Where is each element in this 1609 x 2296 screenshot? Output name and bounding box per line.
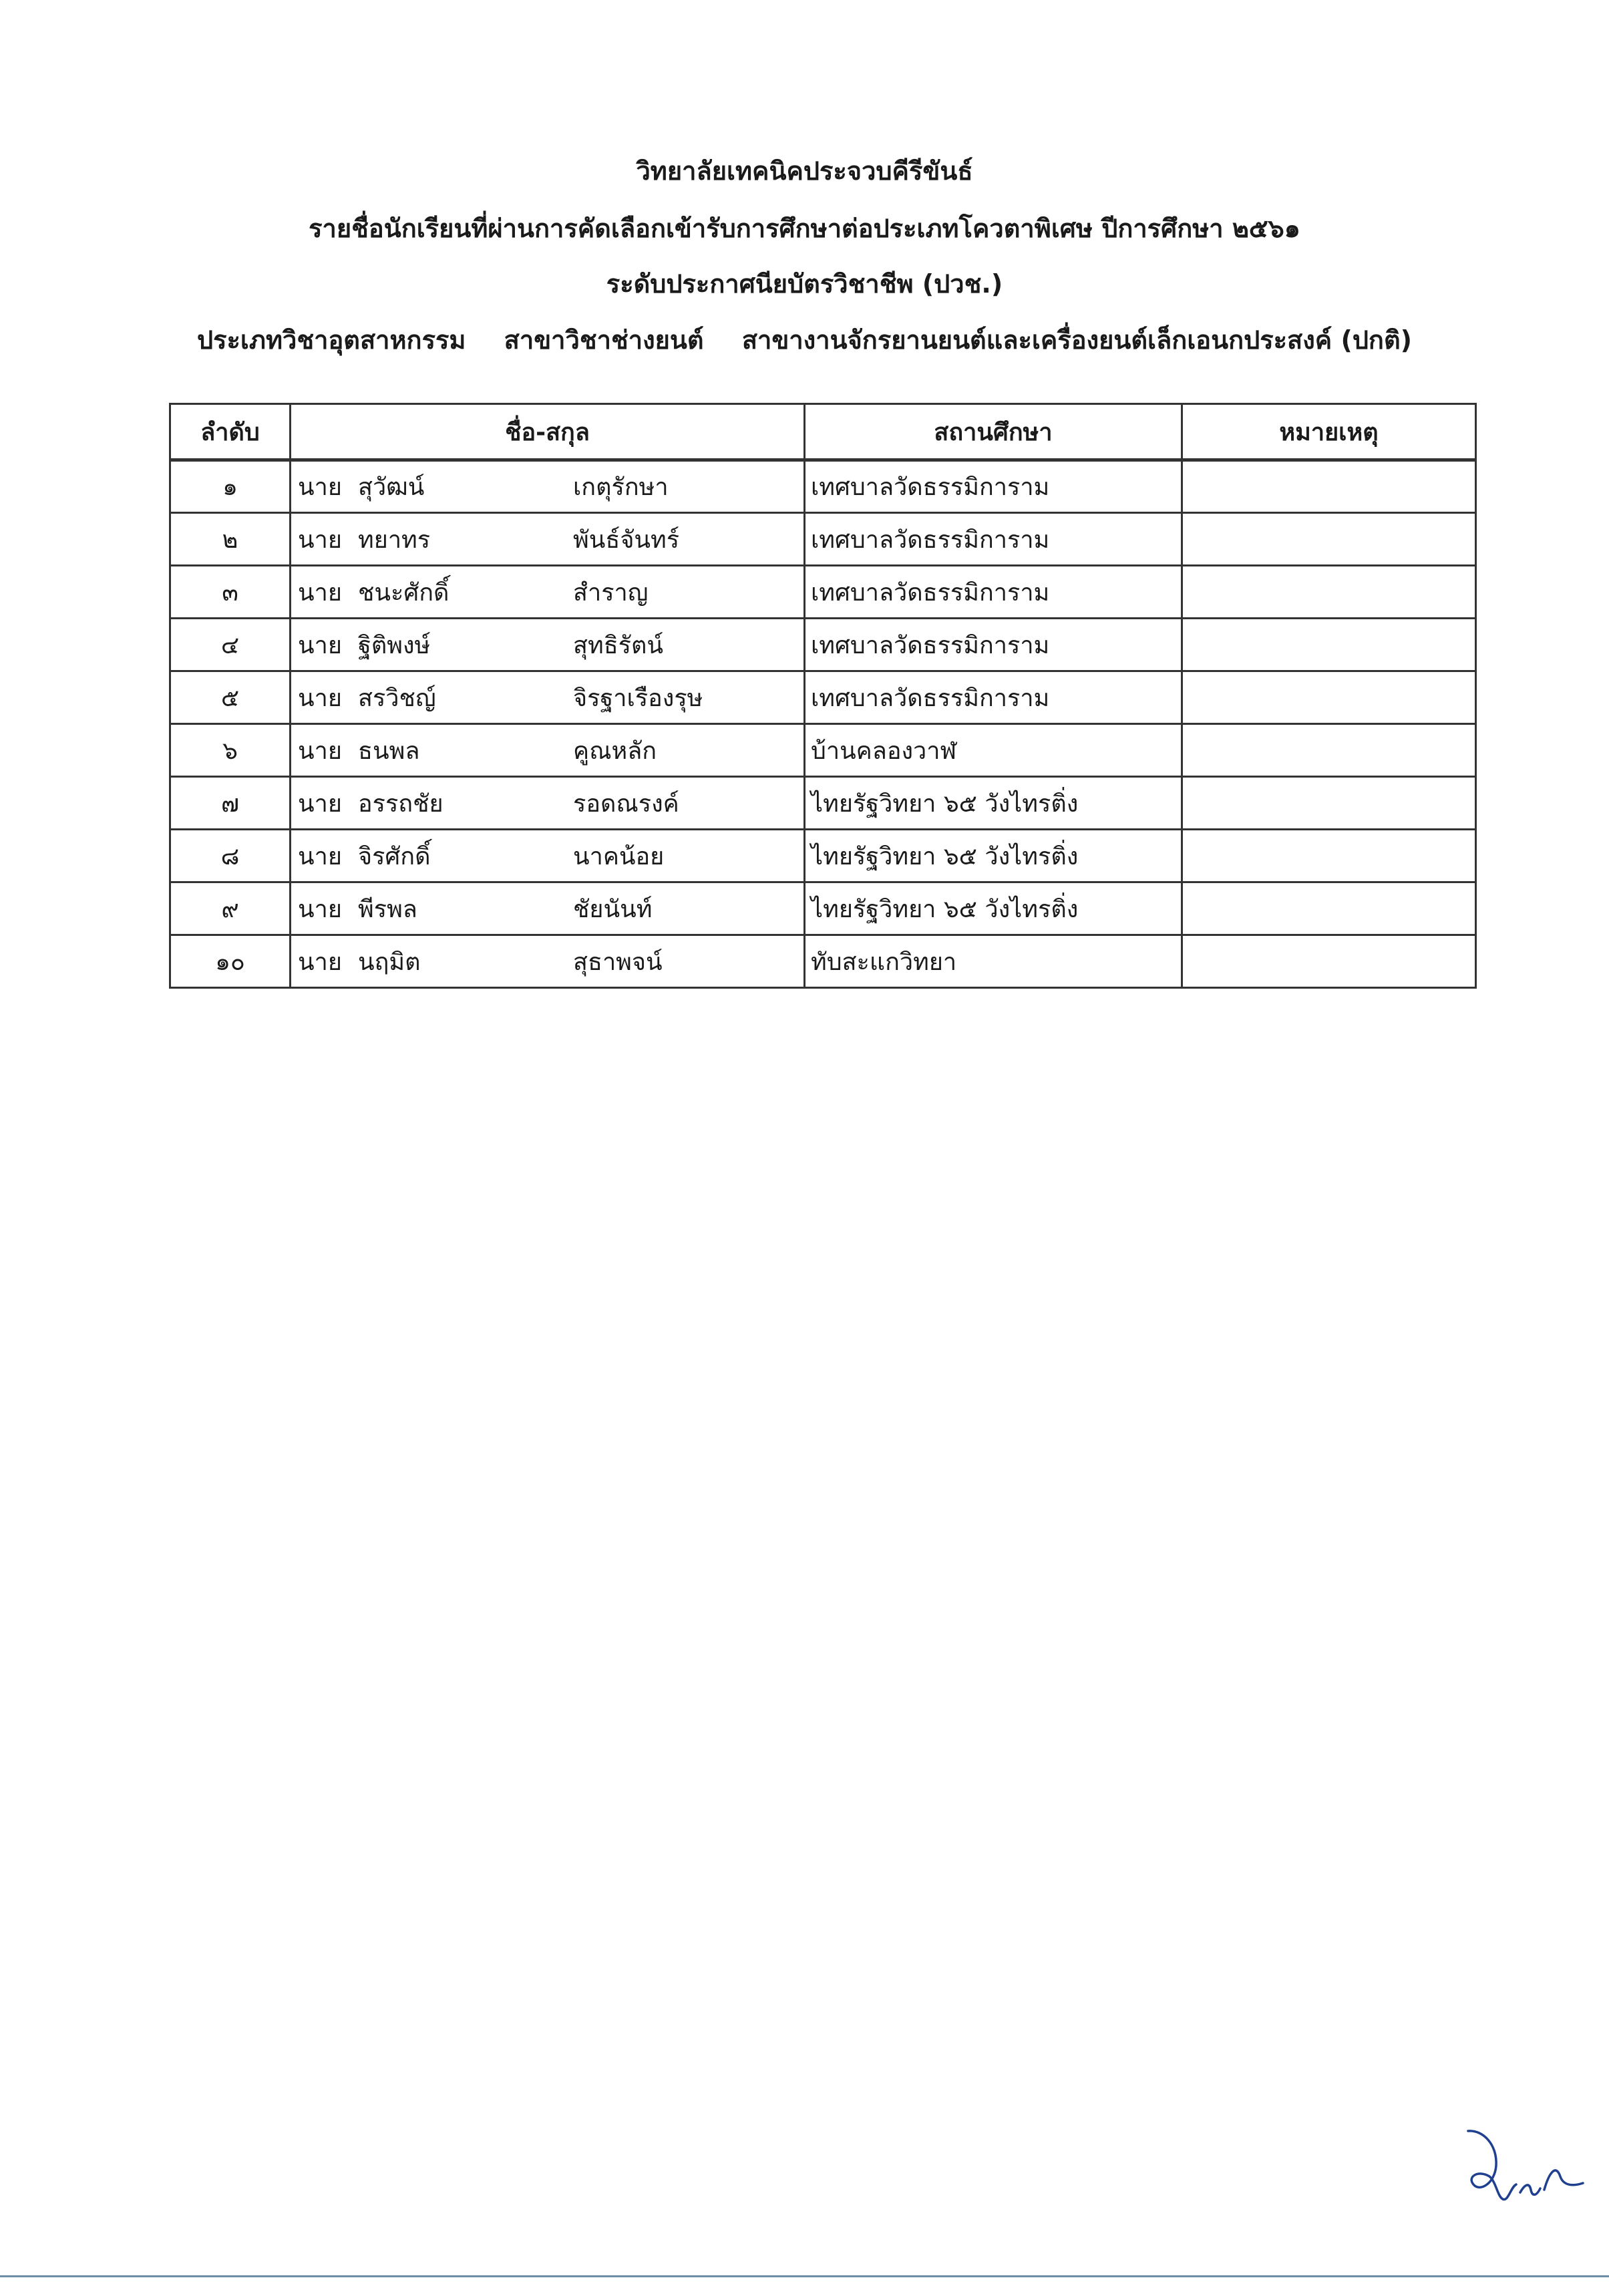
document-title: รายชื่อนักเรียนที่ผ่านการคัดเลือกเข้ารับการศึกษาต่อประเภทโควตาพิเศษ ปีการศึกษา ๒๕๖๑ (309, 214, 1300, 243)
first-name: นฤมิต (358, 948, 421, 976)
column-header-name: ชื่อ-สกุล (291, 404, 805, 460)
first-name: พีรพล (358, 895, 417, 923)
student-table (169, 403, 1477, 989)
first-name: ฐิติพงษ์ (358, 631, 431, 659)
name-title: นาย (298, 526, 342, 554)
table-row (170, 566, 1476, 619)
student-name-cell (291, 513, 805, 566)
handwritten-signature (1456, 2118, 1590, 2218)
last-name: พันธ์จันทร์ (573, 526, 680, 554)
first-name: อรรถชัย (358, 790, 443, 818)
table-row (170, 935, 1476, 988)
student-name-cell (291, 935, 805, 988)
last-name: เกตุรักษา (573, 474, 669, 501)
remarks-cell (1182, 619, 1476, 671)
student-name-cell (291, 566, 805, 619)
first-name: ธนพล (358, 737, 420, 765)
row-number: ๘ (170, 830, 291, 882)
remarks-cell (1182, 671, 1476, 724)
column-header-school: สถานศึกษา (805, 404, 1182, 460)
last-name: นาคน้อย (573, 842, 665, 870)
name-title: นาย (298, 737, 342, 765)
program-type: ประเภทวิชาอุตสาหกรรม (196, 325, 466, 355)
row-number: ๖ (170, 724, 291, 777)
student-name-cell (291, 619, 805, 671)
remarks-cell (1182, 777, 1476, 830)
first-name: ทยาทร (358, 526, 431, 554)
remarks-cell (1182, 935, 1476, 988)
table-row (170, 619, 1476, 671)
student-name-cell (291, 882, 805, 935)
column-header-number: ลำดับ (170, 404, 291, 460)
last-name: รอดณรงค์ (573, 790, 679, 818)
program-field: สาขางานจักรยานยนต์และเครื่องยนต์เล็กเอนกประสงค์ (ปกติ) (741, 325, 1412, 355)
student-name-cell (291, 460, 805, 513)
program-major: สาขาวิชาช่างยนต์ (504, 325, 704, 355)
table-row (170, 460, 1476, 513)
name-title: นาย (298, 579, 342, 607)
table-row (170, 882, 1476, 935)
first-name: ชนะศักดิ์ (358, 579, 450, 607)
remarks-cell (1182, 566, 1476, 619)
first-name: สุวัฒน์ (358, 474, 425, 501)
school-cell: เทศบาลวัดธรรมิการาม (805, 671, 1182, 724)
name-title: นาย (298, 790, 342, 818)
student-name-cell (291, 830, 805, 882)
school-cell: เทศบาลวัดธรรมิการาม (805, 513, 1182, 566)
student-name-cell (291, 724, 805, 777)
school-cell: ไทยรัฐวิทยา ๖๕ วังไทรติ่ง (805, 777, 1182, 830)
table-row (170, 724, 1476, 777)
row-number: ๙ (170, 882, 291, 935)
table-body (170, 460, 1476, 988)
bottom-rule (0, 2275, 1609, 2277)
school-cell: ไทยรัฐวิทยา ๖๕ วังไทรติ่ง (805, 882, 1182, 935)
college-name: วิทยาลัยเทคนิคประจวบคีรีขันธ์ (636, 156, 973, 186)
school-cell: บ้านคลองวาฬ (805, 724, 1182, 777)
last-name: สำราญ (573, 579, 649, 607)
student-name-cell (291, 777, 805, 830)
first-name: สรวิชญ์ (358, 684, 436, 712)
school-cell: ทับสะแกวิทยา (805, 935, 1182, 988)
last-name: สุธาพจน์ (573, 948, 663, 976)
name-title: นาย (298, 631, 342, 659)
table-row (170, 513, 1476, 566)
remarks-cell (1182, 513, 1476, 566)
name-title: นาย (298, 684, 342, 712)
name-title: นาย (298, 474, 342, 501)
column-header-remarks: หมายเหตุ (1182, 404, 1476, 460)
program-line (0, 327, 1609, 353)
table-row (170, 671, 1476, 724)
table-header-row (170, 404, 1476, 460)
school-cell: เทศบาลวัดธรรมิการาม (805, 460, 1182, 513)
last-name: สุทธิรัตน์ (573, 631, 663, 659)
remarks-cell (1182, 830, 1476, 882)
name-title: นาย (298, 842, 342, 870)
first-name: จิรศักดิ์ (358, 842, 431, 870)
school-cell: เทศบาลวัดธรรมิการาม (805, 566, 1182, 619)
row-number: ๗ (170, 777, 291, 830)
row-number: ๔ (170, 619, 291, 671)
name-title: นาย (298, 948, 342, 976)
table-row (170, 777, 1476, 830)
table-row (170, 830, 1476, 882)
last-name: ชัยนันท์ (573, 895, 653, 923)
row-number: ๕ (170, 671, 291, 724)
certificate-level: ระดับประกาศนียบัตรวิชาชีพ (ปวช.) (606, 269, 1003, 299)
last-name: คูณหลัก (573, 737, 657, 765)
last-name: จิรฐาเรืองรุษ (573, 684, 703, 712)
school-cell: ไทยรัฐวิทยา ๖๕ วังไทรติ่ง (805, 830, 1182, 882)
name-title: นาย (298, 895, 342, 923)
row-number: ๒ (170, 513, 291, 566)
row-number: ๑ (170, 460, 291, 513)
student-name-cell (291, 671, 805, 724)
row-number: ๑๐ (170, 935, 291, 988)
row-number: ๓ (170, 566, 291, 619)
remarks-cell (1182, 882, 1476, 935)
remarks-cell (1182, 460, 1476, 513)
remarks-cell (1182, 724, 1476, 777)
school-cell: เทศบาลวัดธรรมิการาม (805, 619, 1182, 671)
